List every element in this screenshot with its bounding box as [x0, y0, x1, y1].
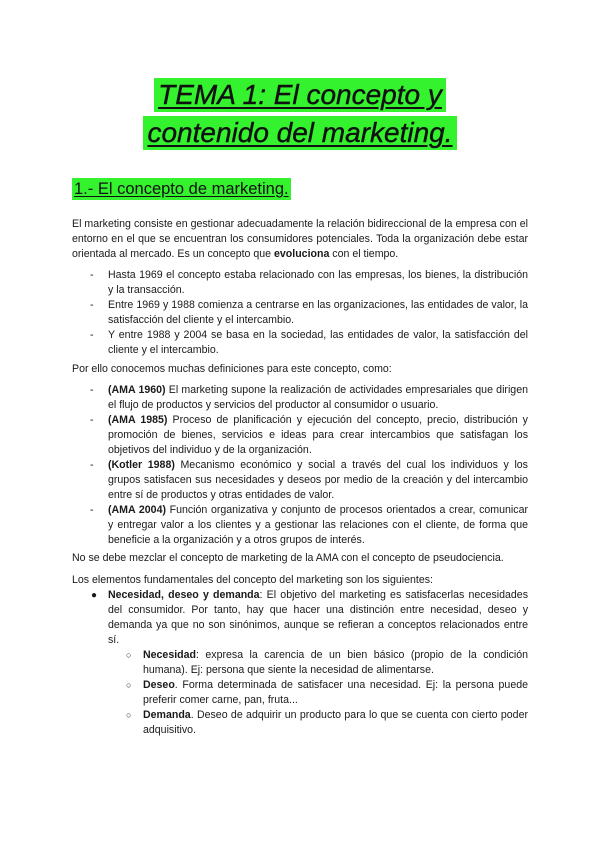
sub-list-item [108, 648, 528, 678]
elements-list [72, 588, 528, 738]
sub-term: Necesidad [143, 649, 196, 661]
list-item [72, 298, 528, 328]
circle-marker: ○ [126, 680, 132, 690]
list-item [72, 503, 528, 548]
definition-source: (AMA 1985) [108, 414, 168, 426]
bullet-marker: ● [91, 590, 98, 601]
definition-text: Proceso de planificación y ejecución del concepto, precio, distribución y promoción de bienes, servicios e ideas para crear intercambios que satisfagan los objetivos del individuo y de la organización. [108, 414, 528, 456]
list-item-text: Y entre 1988 y 2004 se basa en la sociedad, las entidades de valor, la satisfacción del cliente y el intercambio. [108, 329, 528, 356]
sub-text: . Deseo de adquirir un producto para lo que se cuenta con cierto poder adquisitivo. [143, 709, 528, 736]
note-paragraph: No se debe mezclar el concepto de marketing de la AMA con el concepto de pseudociencia. [72, 552, 504, 564]
definitions-intro: Por ello conocemos muchas definiciones para este concepto, como: [72, 363, 392, 375]
dash-marker: - [90, 329, 94, 341]
intro-text-end: con el tiempo. [329, 248, 399, 260]
dash-marker: - [90, 504, 94, 516]
title-line-1: TEMA 1: El concepto y [154, 78, 446, 112]
dash-marker: - [90, 269, 94, 281]
intro-bold-word: evoluciona [274, 248, 330, 260]
list-item-text: Hasta 1969 el concepto estaba relacionado con las empresas, los bienes, la distribución y la transacción. [108, 269, 528, 296]
dash-marker: - [90, 299, 94, 311]
list-item [72, 328, 528, 358]
definition-source: (Kotler 1988) [108, 459, 175, 471]
circle-marker: ○ [126, 650, 132, 660]
definition-source: (AMA 2004) [108, 504, 166, 516]
list-item [72, 588, 528, 738]
definitions-list [72, 383, 528, 548]
title-line-2: contenido del marketing. [143, 116, 456, 150]
elements-intro: Los elementos fundamentales del concepto del marketing son los siguientes: [72, 574, 433, 586]
intro-text: El marketing consiste en gestionar adecuadamente la relación bidireccional de la empresa con el entorno en el que se encuentran los consumidores potenciales. Toda la organización debe estar orientada al mercado. Es un concepto que [72, 218, 528, 260]
list-item-text: Entre 1969 y 1988 comienza a centrarse en las organizaciones, las entidades de valor, la satisfacción del cliente y el intercambio. [108, 299, 528, 326]
list-item [72, 383, 528, 413]
sub-term: Demanda [143, 709, 191, 721]
definition-text: Mecanismo económico y social a través del cual los individuos y los grupos satisfacen sus necesidades y deseos por medio de la creación y del intercambio entre sí de productos y otras entidades de valor. [108, 459, 528, 501]
sub-term: Deseo [143, 679, 175, 691]
definition-text: El marketing supone la realización de actividades empresariales que dirigen el flujo de productos y servicios del productor al consumidor o usuario. [108, 384, 528, 411]
sub-list [108, 648, 528, 738]
history-list [72, 268, 528, 358]
dash-marker: - [90, 384, 94, 396]
element-text: : El objetivo del marketing es satisfacerlas necesidades del consumidor. Por tanto, hay que hacer una distinción entre necesidad, deseo y demanda ya que no son sinónimos, aunque se refieran a conceptos relacionados entre sí. [108, 589, 528, 646]
list-item [72, 458, 528, 503]
sub-list-item [108, 678, 528, 708]
document-title [0, 78, 600, 150]
list-item [72, 413, 528, 458]
definition-text: Función organizativa y conjunto de procesos orientados a crear, comunicar y entregar valor a los clientes y a gestionar las relaciones con el cliente, de forma que beneficie a la organización y a otros grupos de interés. [108, 504, 528, 546]
element-term: Necesidad, deseo y demanda [108, 589, 260, 601]
list-item [72, 268, 528, 298]
section-heading: 1.- El concepto de marketing. [74, 180, 289, 198]
sub-list-item [108, 708, 528, 738]
dash-marker: - [90, 459, 94, 471]
sub-text: . Forma determinada de satisfacer una necesidad. Ej: la persona puede preferir comer carne, pan, fruta... [143, 679, 528, 706]
definition-source: (AMA 1960) [108, 384, 166, 396]
sub-text: : expresa la carencia de un bien básico (propio de la condición humana). Ej: persona que siente la necesidad de alimentarse. [143, 649, 528, 676]
intro-paragraph [72, 217, 528, 262]
dash-marker: - [90, 414, 94, 426]
circle-marker: ○ [126, 710, 132, 720]
